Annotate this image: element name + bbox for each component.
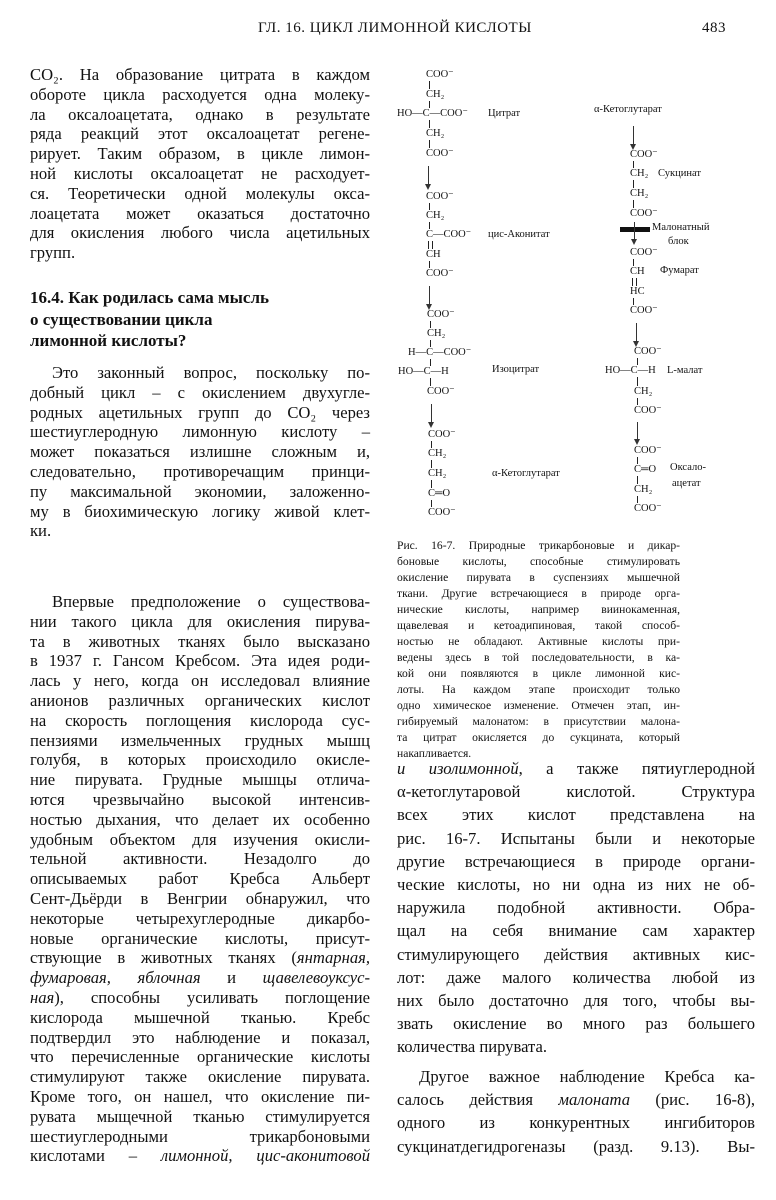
italic-term: малоната <box>558 1090 630 1110</box>
formula-group: COO⁻ <box>630 305 658 316</box>
paragraph-1 <box>30 65 370 263</box>
compound-label: цис-Аконитат <box>488 229 550 240</box>
bond <box>637 476 638 484</box>
text-line: сукцинатдегидрогеназы (разд. 9.13). Вы- <box>397 1136 755 1156</box>
formula-group: C═O <box>428 488 451 499</box>
text-line: удобным объектом для изучения окисли- <box>30 829 370 849</box>
bond <box>430 321 431 328</box>
block-label: Малонатный <box>652 222 710 233</box>
text-line: лась у него, когда он исследовал влияние <box>30 671 370 691</box>
text-line: рирует. Таким образом, в цикле лимон- <box>30 144 370 164</box>
text-line: ведены здесь в той последовательности, в ка- <box>397 651 680 664</box>
reaction-arrow-icon <box>636 323 637 345</box>
text-line: новые органические кислоты, присут- <box>30 928 370 948</box>
formula-group: CH₂ <box>426 210 445 221</box>
text-line: му в биохимическую логику живой клет- <box>30 501 370 521</box>
malonate-block-icon <box>620 227 650 232</box>
text-line: одного из конкурентных ингибиторов <box>397 1113 755 1133</box>
bond <box>637 398 638 405</box>
text-segment: ), способны усиливать поглощение <box>54 987 370 1007</box>
text-line: родных ацетильных групп до CO₂ через <box>30 402 370 422</box>
text-line: ние пирувата. Грудные мышцы отлича- <box>30 770 370 790</box>
formula-group: HC <box>630 286 645 297</box>
reaction-arrow-icon <box>633 126 634 148</box>
text-line: Впервые предположение о существова- <box>52 592 370 611</box>
bond <box>633 200 634 208</box>
italic-term: лимонной, <box>160 1146 233 1166</box>
text-line: ностью не обладают. Активные кислоты при- <box>397 635 680 648</box>
paragraph-5 <box>397 1065 755 1158</box>
compound-label: α-Кетоглутарат <box>594 104 662 115</box>
text-line: ются чрезвычайно высокой интенсив- <box>30 789 370 809</box>
bond <box>430 340 431 347</box>
formula-group: CH₂ <box>634 484 653 495</box>
heading-line: лимонной кислоты? <box>30 331 187 350</box>
compound-label: Сукцинат <box>658 168 701 179</box>
text-line: стимулирующего действия активных кис- <box>397 944 755 964</box>
text-segment: кислотами – <box>30 1146 161 1166</box>
bond <box>429 261 430 268</box>
text-line: что перечисленные органические кислоты <box>30 1047 370 1067</box>
text-line: в 1937 г. Гансом Кребсом. Эта идея роди- <box>30 651 370 671</box>
bond <box>430 378 431 386</box>
text-line: Другое важное наблюдение Кребса ка- <box>419 1067 755 1086</box>
text-line: окисление пирувата в суспензиях мышечной <box>397 571 680 584</box>
compound-label: Оксало- <box>670 462 706 473</box>
text-segment: ствующие в животных тканях ( <box>30 948 297 968</box>
bond <box>430 359 431 366</box>
reaction-arrow-icon <box>637 422 638 443</box>
bond <box>431 441 432 448</box>
paragraph-4 <box>397 757 755 1058</box>
text-line: ной кислоты оксалоацетат не расходует- <box>30 163 370 183</box>
text-segment: салось действия <box>397 1090 559 1110</box>
formula-group: CH₂ <box>428 448 447 459</box>
running-title: ГЛ. 16. ЦИКЛ ЛИМОННОЙ КИСЛОТЫ <box>258 20 532 36</box>
text-line: рувата мыщечной тканью стимулируется <box>30 1106 370 1126</box>
bond <box>637 377 638 386</box>
text-line: одно химическое изменение. Отмечен этап, ин- <box>397 699 680 712</box>
formula-group: COO⁻ <box>426 69 454 80</box>
bond <box>637 457 638 464</box>
formula-group: COO⁻ <box>634 346 662 357</box>
formula-group: CH₂ <box>428 468 447 479</box>
reaction-arrow-icon <box>634 222 635 243</box>
text-line: кислорода мышечной тканью. Кребс <box>30 1007 370 1027</box>
text-line: следовательно, противоречащим принци- <box>30 461 370 481</box>
bond <box>429 222 430 229</box>
bond <box>637 496 638 503</box>
section-heading <box>30 287 269 352</box>
heading-line: 16.4. Как родилась сама мысль <box>30 288 269 307</box>
text-line: шестиуглеродными трикарбоновыми <box>30 1126 370 1146</box>
text-line: ла оксалоацетата, однако в результате <box>30 104 370 124</box>
formula-group: HO—C—COO⁻ <box>397 108 468 119</box>
formula-group: CH₂ <box>630 188 649 199</box>
bond <box>429 203 430 210</box>
paragraph-2 <box>30 363 370 541</box>
text-line: всех этих кислот представлена на <box>397 805 755 825</box>
bond <box>637 358 638 365</box>
compound-label: ацетат <box>672 478 701 489</box>
heading-line: о существовании цикла <box>30 309 213 329</box>
formula-group: COO⁻ <box>427 309 455 320</box>
bond <box>429 101 430 108</box>
text-line: звать окисление во много раз большего <box>397 1014 755 1034</box>
text-line: Сент-Дьёрди в Венгрии обнаружил, что <box>30 888 370 908</box>
formula-group: CH₂ <box>426 128 445 139</box>
text-line <box>30 948 370 968</box>
text-line <box>30 988 370 1008</box>
text-line: добный цикл – с окислением двухугле- <box>30 382 370 402</box>
text-line <box>30 1146 370 1166</box>
formula-group: CH₂ <box>634 386 653 397</box>
text-line <box>397 757 755 780</box>
text-line: Кроме того, он нашел, что окисление пи- <box>30 1086 370 1106</box>
bond <box>429 120 430 128</box>
text-line: пу максимальной экономии, заложенно- <box>30 481 370 501</box>
double-bond <box>632 278 637 286</box>
formula-group: COO⁻ <box>634 503 662 514</box>
bond <box>431 500 432 507</box>
formula-group: COO⁻ <box>427 386 455 397</box>
compound-label: α-Кетоглутарат <box>492 468 560 479</box>
italic-term: цис-аконитовой <box>256 1146 370 1166</box>
text-line: нические кислоты, например виинокаменная, <box>397 603 680 616</box>
text-segment: , а также пятиуглеродной <box>518 759 756 778</box>
text-line: описываемых работ Кребса Альберт <box>30 869 370 889</box>
compound-label: Фумарат <box>660 265 699 276</box>
formula-group: H—C—COO⁻ <box>408 347 472 358</box>
text-line: голубя, в которых происходило окисле- <box>30 750 370 770</box>
italic-term: щавелевоуксус- <box>262 968 371 988</box>
bond <box>633 259 634 266</box>
text-line: ся. Теоретически одной молекулы окса- <box>30 183 370 203</box>
formula-group: CH₂ <box>630 168 649 179</box>
formula-group: COO⁻ <box>630 149 658 160</box>
formula-group: CH <box>426 249 441 260</box>
text-line: ткани. Другие встречающиеся в природе орга- <box>397 587 680 600</box>
text-line: ки. <box>30 521 52 541</box>
text-line: подтвердил это наблюдение и показал, <box>30 1027 370 1047</box>
text-line: некоторые четырехуглеродные дикарбо- <box>30 908 370 928</box>
text-line: ряда реакций этот оксалоацетат регене- <box>30 124 370 144</box>
text-line: может показаться излишне сложным и, <box>30 442 370 462</box>
block-label: блок <box>668 236 689 247</box>
text-line: кой они появляются в цикле лимонной кис- <box>397 667 680 680</box>
bond <box>431 480 432 488</box>
formula-group: CH₂ <box>426 89 445 100</box>
reaction-arrow-icon <box>428 166 429 188</box>
formula-group: CH₂ <box>427 328 446 339</box>
text-line: Рис. 16-7. Природные трикарбоновые и дикар- <box>397 539 680 552</box>
formula-group: COO⁻ <box>630 208 658 219</box>
formula-group: COO⁻ <box>634 405 662 416</box>
text-line <box>30 968 370 988</box>
text-line: боновые кислоты, способные стимулировать <box>397 555 680 568</box>
text-line: ческие кислоты, но ни одна из них не об- <box>397 874 755 894</box>
text-line: CO₂. На образование цитрата в каждом <box>30 65 370 84</box>
text-line: другие встречающиеся в природе органи- <box>397 851 755 871</box>
figure-caption <box>397 538 680 762</box>
formula-group: CH <box>630 266 645 277</box>
text-line: рис. 16-7. Испытаны были и некоторые <box>397 828 755 848</box>
page-number: 483 <box>702 20 726 36</box>
text-line: Это законный вопрос, поскольку по- <box>52 363 370 382</box>
formula-group: COO⁻ <box>426 191 454 202</box>
text-line: лот: даже малого количества любой из <box>397 967 755 987</box>
text-line: лоты. На каждом этапе происходит только <box>397 683 680 696</box>
text-line: та цитрат окисляется до сукцината, который <box>397 731 680 744</box>
reaction-arrow-icon <box>431 404 432 426</box>
text-line: количества пирувата. <box>397 1037 547 1057</box>
formula-group: C—COO⁻ <box>426 229 472 240</box>
text-line: накапливается. <box>397 747 472 760</box>
bond <box>431 460 432 468</box>
text-line: наружила подобной активности. Обра- <box>397 898 755 918</box>
bond <box>429 81 430 89</box>
formula-group: C═O <box>634 464 657 475</box>
bond <box>633 298 634 305</box>
text-line: та в животных тканях было высказано <box>30 631 370 651</box>
formula-group: COO⁻ <box>426 268 454 279</box>
text-segment: и <box>200 968 263 988</box>
text-line: тельной активности. Незадолго до <box>30 849 370 869</box>
text-line: анионов различных органических кислот <box>30 690 370 710</box>
bond <box>429 140 430 148</box>
formula-group: COO⁻ <box>428 429 456 440</box>
text-line: щавелевая и кетоадипиновая, такой способ- <box>397 619 680 632</box>
reaction-arrow-icon <box>429 286 430 308</box>
text-line: стимулируют также окисление пирувата. <box>30 1067 370 1087</box>
formula-group: HO—C—H <box>605 365 656 376</box>
text-line: нии такого цикла для окисления пирува- <box>30 611 370 631</box>
text-line <box>397 1088 755 1111</box>
text-line: лоацетата может оказаться достаточно <box>30 203 370 223</box>
compound-label: L-малат <box>667 365 703 376</box>
formula-group: HO—C—H <box>398 366 449 377</box>
compound-label: Цитрат <box>488 108 521 119</box>
text-line: α-кетоглутаровой кислотой. Структура <box>397 782 755 802</box>
text-line: пензиями измельченных грудных мышц <box>30 730 370 750</box>
text-line: групп. <box>30 243 76 263</box>
bond <box>633 180 634 188</box>
text-line: них было достаточно для того, чтобы вы- <box>397 990 755 1010</box>
text-line: ностью дыхания, что делает их особенно <box>30 809 370 829</box>
text-line: шестиуглеродную лимонную кислоту – <box>30 422 370 442</box>
formula-group: COO⁻ <box>630 247 658 258</box>
bond <box>633 161 634 168</box>
text-segment: (рис. 16-8), <box>630 1090 756 1110</box>
compound-label: Изоцитрат <box>492 364 540 375</box>
double-bond <box>428 241 433 249</box>
text-line: гибируемый малонатом: в присутствии малона- <box>397 715 680 728</box>
text-line: на скорость поглощения кислорода сус- <box>30 710 370 730</box>
paragraph-3 <box>30 592 370 1166</box>
text-line: обороте цикла расходуется одна молеку- <box>30 84 370 104</box>
italic-term: фумаровая, яблочная <box>30 968 201 988</box>
text-line: для окисления любого числа ацетильных <box>30 223 370 243</box>
formula-group: COO⁻ <box>634 445 662 456</box>
formula-group: COO⁻ <box>426 148 454 159</box>
italic-term: ная <box>30 987 55 1007</box>
text-line: щал на себя внимание сам характер <box>397 921 755 941</box>
italic-term: и изолимонной <box>397 759 519 778</box>
text-segment <box>233 1146 257 1165</box>
italic-term: янтарная, <box>296 948 370 968</box>
formula-group: COO⁻ <box>428 507 456 518</box>
